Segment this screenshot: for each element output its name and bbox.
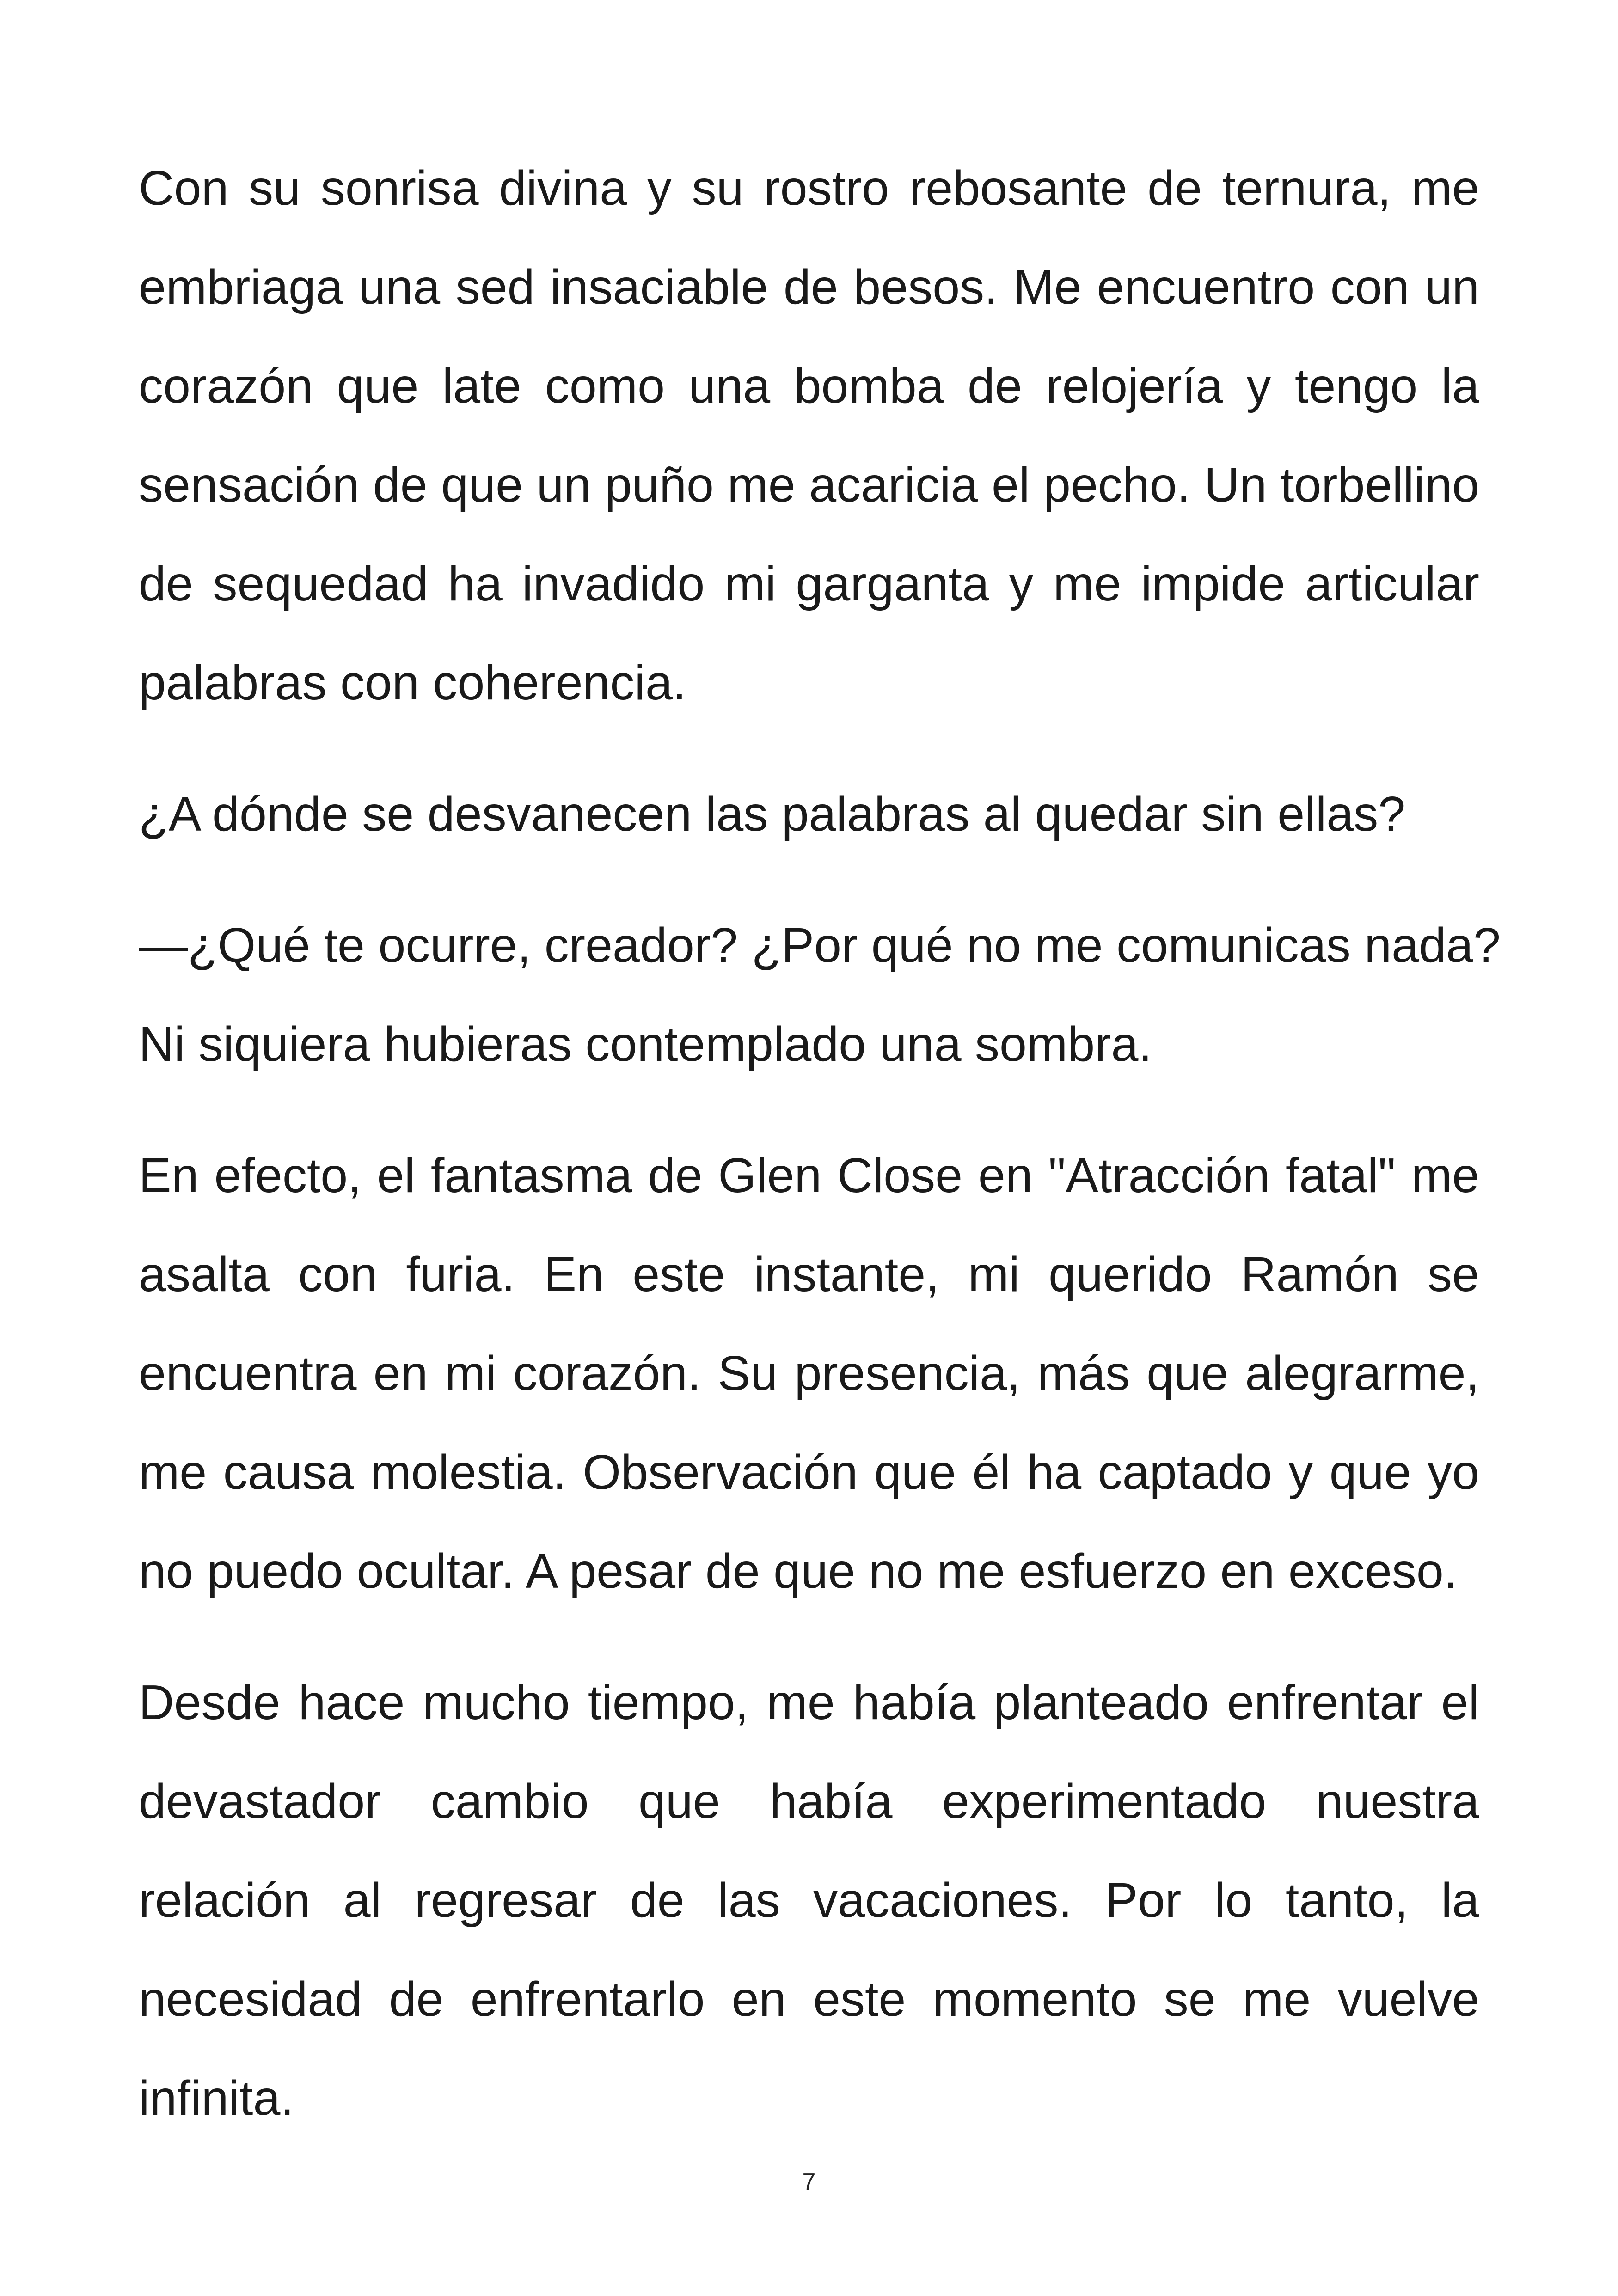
text-line: En efecto, el fantasma de Glen Close en "Atracción fatal" me <box>139 1148 1479 1203</box>
text-line: Con su sonrisa divina y su rostro rebosante de ternura, me <box>139 161 1479 215</box>
paragraph-5 <box>139 1653 1479 2148</box>
paragraph-spacer <box>139 1094 1479 1126</box>
text-line: infinita. <box>139 2071 294 2125</box>
paragraph-spacer <box>139 863 1479 896</box>
text-line: de sequedad ha invadido mi garganta y me impide articular <box>139 557 1479 611</box>
text-line: palabras con coherencia. <box>139 655 686 710</box>
paragraph-1 <box>139 139 1479 732</box>
paragraph-spacer <box>139 1621 1479 1653</box>
text-column <box>139 139 1501 2148</box>
text-line: relación al regresar de las vacaciones. Por lo tanto, la <box>139 1873 1479 1928</box>
page-number: 7 <box>802 2168 816 2195</box>
paragraph-spacer <box>139 732 1479 765</box>
text-line: asalta con furia. En este instante, mi querido Ramón se <box>139 1247 1479 1302</box>
text-line: no puedo ocultar. A pesar de que no me esfuerzo en exceso. <box>139 1544 1458 1598</box>
text-line: corazón que late como una bomba de relojería y tengo la <box>139 359 1479 413</box>
text-line: Ni siquiera hubieras contemplado una sombra. <box>139 1017 1152 1071</box>
text-line: Desde hace mucho tiempo, me había planteado enfrentar el <box>139 1675 1479 1730</box>
paragraph-4 <box>139 1126 1479 1621</box>
text-line: embriaga una sed insaciable de besos. Me encuentro con un <box>139 260 1479 314</box>
text-line: —¿Qué te ocurre, creador? ¿Por qué no me comunicas nada? <box>139 918 1501 973</box>
text-line: encuentra en mi corazón. Su presencia, más que alegrarme, <box>139 1346 1479 1401</box>
text-line: necesidad de enfrentarlo en este momento se me vuelve <box>139 1972 1479 2027</box>
text-line: devastador cambio que había experimentado nuestra <box>139 1774 1479 1829</box>
text-line: me causa molestia. Observación que él ha captado y que yo <box>139 1445 1479 1500</box>
text-line: sensación de que un puño me acaricia el pecho. Un torbellino <box>139 458 1479 512</box>
text-line: ¿A dónde se desvanecen las palabras al quedar sin ellas? <box>139 787 1406 841</box>
paragraph-3 <box>139 896 1501 1094</box>
paragraph-2 <box>139 765 1479 863</box>
